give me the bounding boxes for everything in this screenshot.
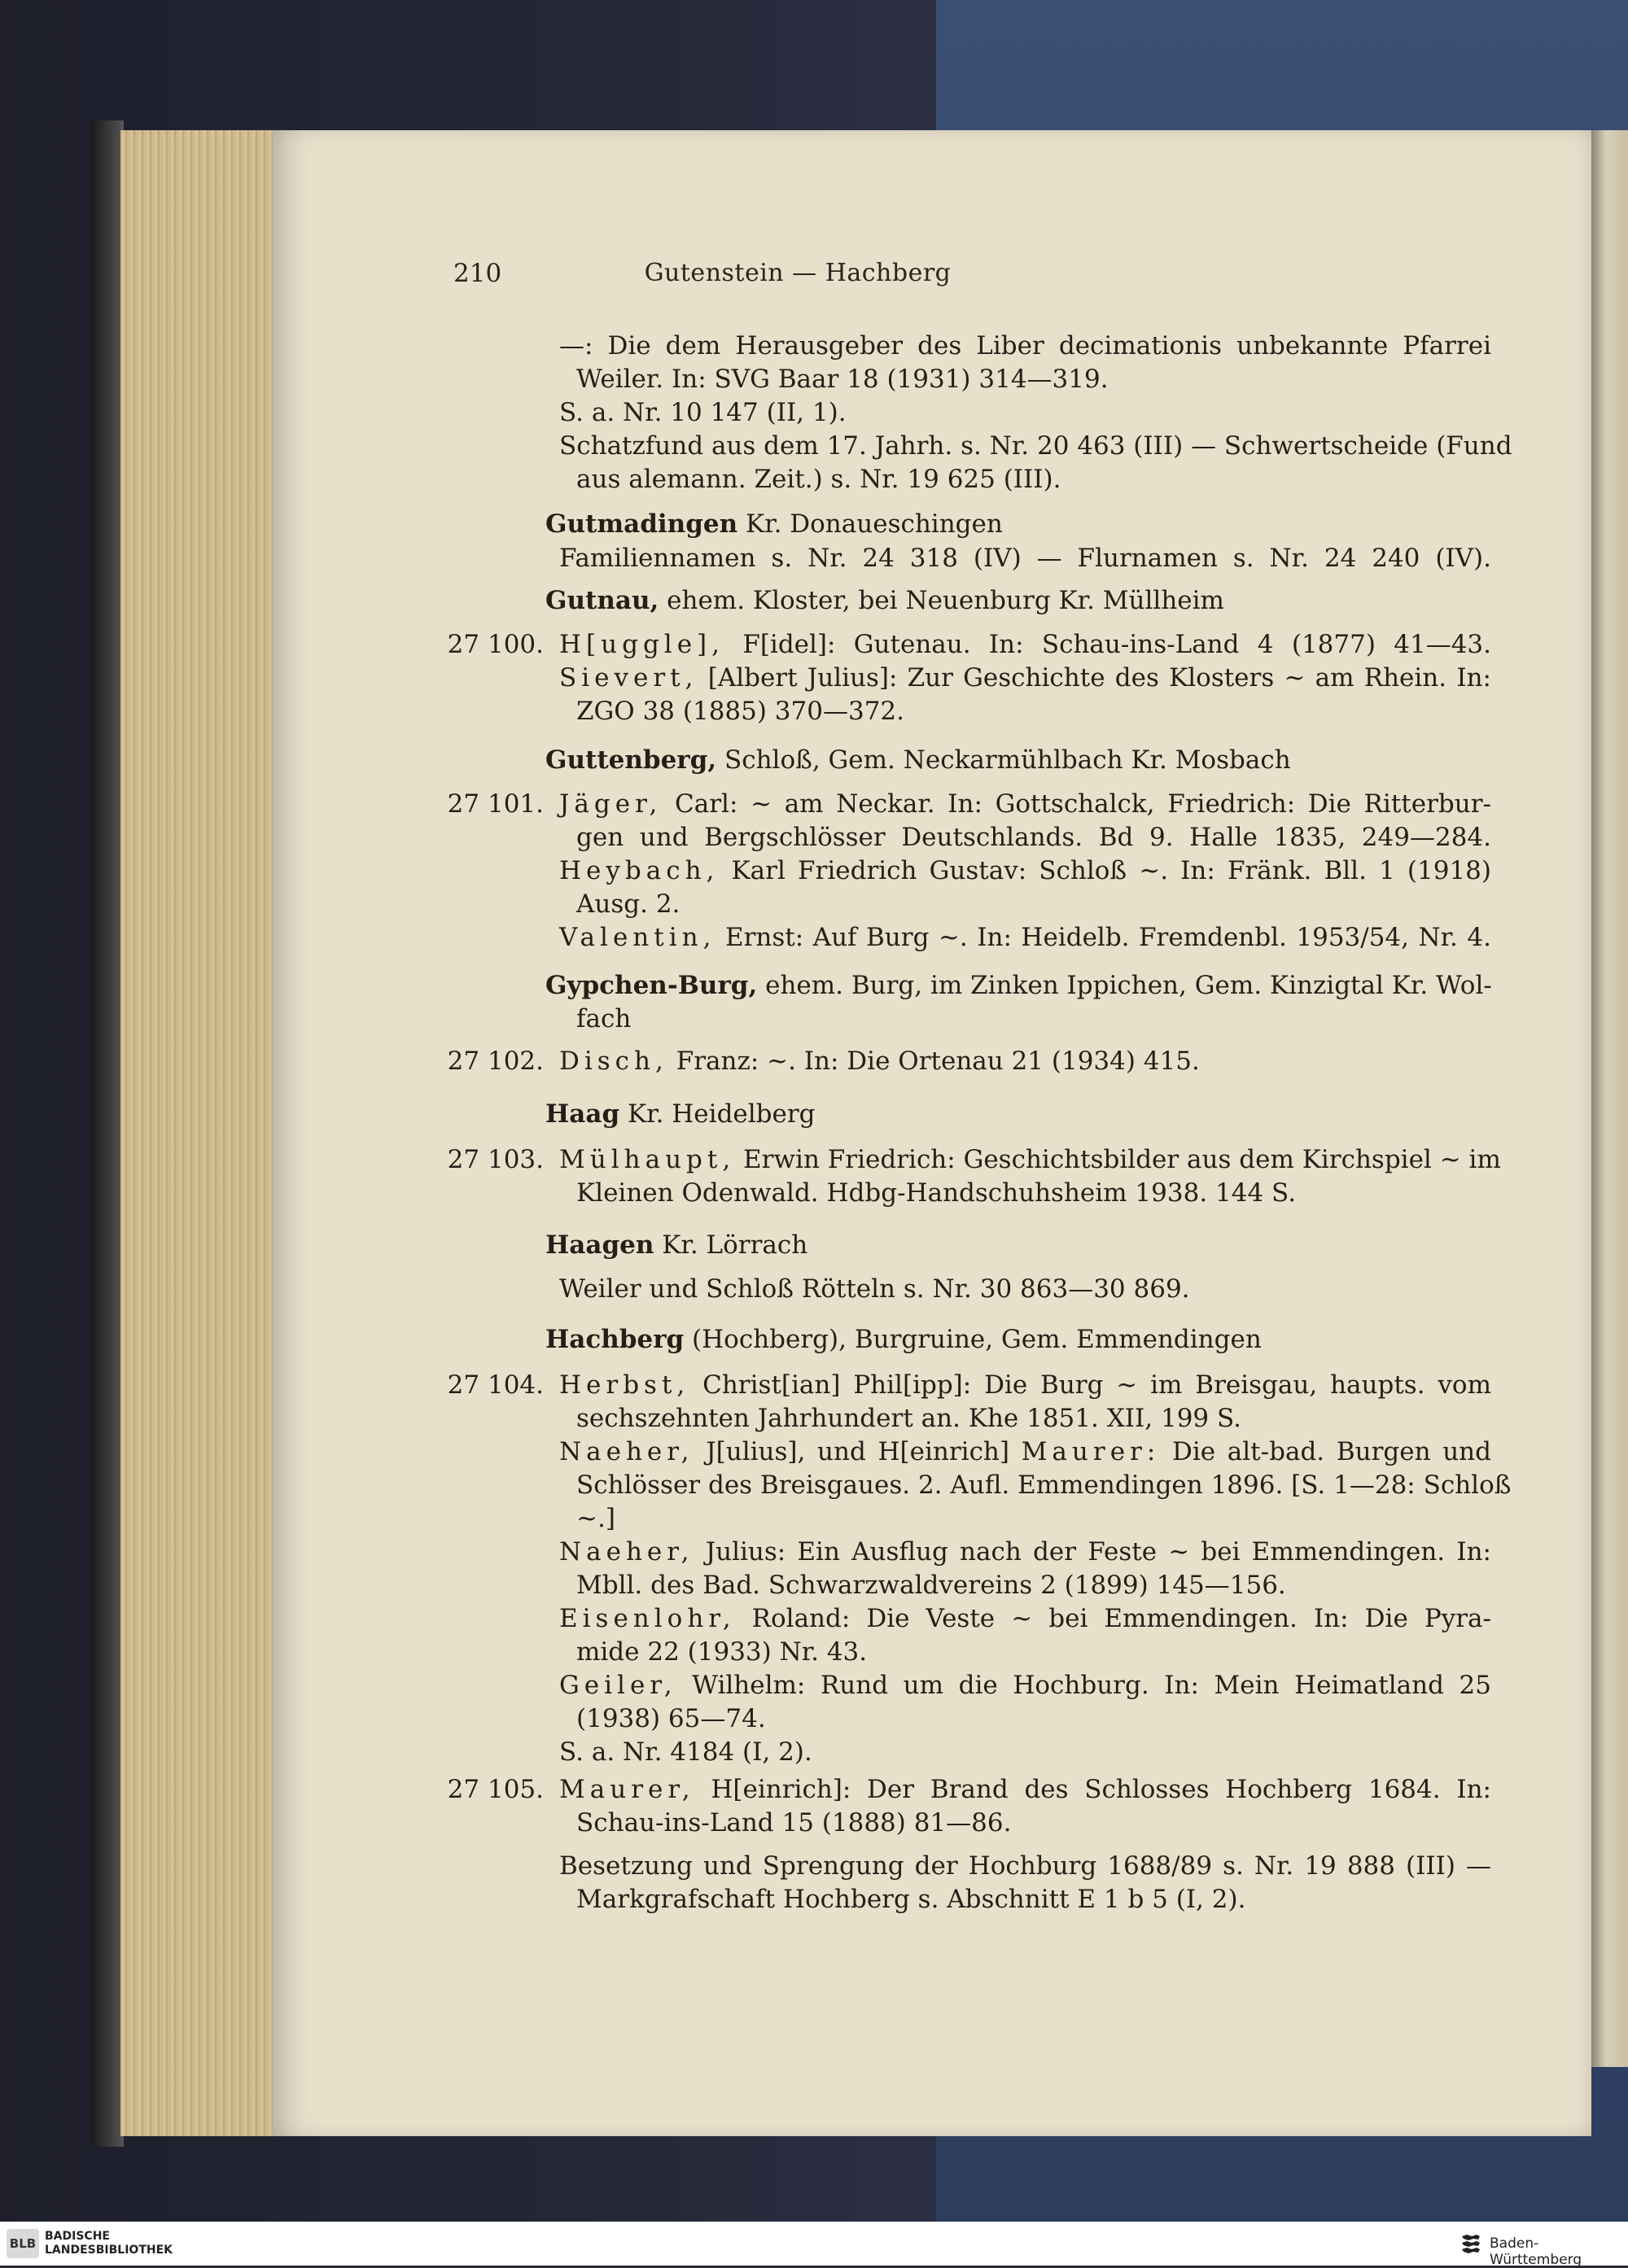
entry-number: 27 103. xyxy=(447,1145,544,1174)
place-name: Haag xyxy=(545,1099,620,1129)
place-heading xyxy=(545,1322,1262,1357)
entry-text: Julius: Ein Ausflug nach der Feste ~ bei Emmendingen. In: xyxy=(694,1537,1491,1567)
place-heading xyxy=(545,1097,816,1131)
author-name: Valentin, xyxy=(559,923,716,952)
text-line xyxy=(559,1044,1200,1078)
place-name: Guttenberg, xyxy=(545,745,717,775)
entry-text: H[einrich]: Der Brand des Schlosses Hochberg 1684. In: xyxy=(694,1775,1491,1804)
entry-number: 27 100. xyxy=(447,630,544,659)
place-detail: Kr. Lörrach xyxy=(654,1230,808,1260)
place-detail: Schloß, Gem. Neckarmühlbach Kr. Mosbach xyxy=(716,745,1291,775)
entry-text: Roland: Die Veste ~ bei Emmendingen. In: Die Pyra- xyxy=(735,1604,1491,1633)
text-line xyxy=(559,920,1491,955)
text-line: Familiennamen s. Nr. 24 318 (IV) — Flurnamen s. Nr. 24 240 (IV). xyxy=(559,544,1491,573)
place-detail: Kr. Heidelberg xyxy=(619,1099,816,1129)
author-name: Jäger, xyxy=(559,789,663,819)
author-name: Disch, xyxy=(559,1047,668,1076)
entry-text: Karl Friedrich Gustav: Schloß ~. In: Fränk. Bll. 1 (1918) xyxy=(719,856,1491,885)
text-line: (1938) 65—74. xyxy=(576,1704,766,1733)
text-line: Weiler. In: SVG Baar 18 (1931) 314—319. xyxy=(576,365,1109,394)
page-content xyxy=(273,130,1591,2136)
place-heading xyxy=(545,583,1224,618)
place-detail: ehem. Burg, im Zinken Ippichen, Gem. Kinzigtal Kr. Wol- xyxy=(757,971,1492,1000)
place-detail: (Hochberg), Burgruine, Gem. Emmendingen xyxy=(684,1325,1262,1354)
text-line: Ausg. 2. xyxy=(576,889,681,919)
entry-text: Christ[ian] Phil[ipp]: Die Burg ~ im Breisgau, haupts. vom xyxy=(689,1370,1491,1400)
entry-number: 27 105. xyxy=(447,1775,544,1804)
text-line xyxy=(559,787,1491,821)
baden-wuerttemberg-crest-icon xyxy=(1459,2231,1483,2256)
book-page-stack xyxy=(120,130,277,2136)
entry-text: F[idel]: Gutenau. In: Schau-ins-Land 4 (1877) 41—43. xyxy=(724,630,1491,659)
author-name: Sievert, xyxy=(559,663,698,693)
entry-text: Erwin Friedrich: Geschichtsbilder aus dem Kirchspiel ~ im xyxy=(735,1145,1501,1174)
text-line: Mbll. des Bad. Schwarzwaldvereins 2 (1899) 145—156. xyxy=(576,1571,1286,1600)
place-name: Haagen xyxy=(545,1230,654,1260)
page-number: 210 xyxy=(453,259,502,288)
entry-text: Carl: ~ am Neckar. In: Gottschalck, Friedrich: Die Ritterbur- xyxy=(662,789,1491,819)
place-heading xyxy=(545,968,1491,1003)
text-line: fach xyxy=(576,1004,632,1033)
place-name: Gutnau, xyxy=(545,586,659,615)
text-line: mide 22 (1933) Nr. 43. xyxy=(576,1637,868,1667)
place-heading xyxy=(545,1228,807,1262)
place-heading xyxy=(545,743,1291,777)
text-line: Markgrafschaft Hochberg s. Abschnitt E 1 b 5 (I, 2). xyxy=(576,1885,1246,1914)
text-line xyxy=(559,1668,1491,1702)
text-line: Schlösser des Breisgaues. 2. Aufl. Emmendingen 1896. [S. 1—28: Schloß xyxy=(576,1470,1512,1500)
author-name: Maurer: xyxy=(1021,1437,1161,1466)
entry-text: Ernst: Auf Burg ~. In: Heidelb. Fremdenbl. 1953/54, Nr. 4. xyxy=(716,923,1491,952)
text-line: S. a. Nr. 4184 (I, 2). xyxy=(559,1737,812,1767)
book-page xyxy=(273,130,1591,2136)
text-line: Kleinen Odenwald. Hdbg-Handschuhsheim 1938. 144 S. xyxy=(576,1178,1297,1208)
author-name: Mülhaupt, xyxy=(559,1145,736,1174)
author-name: Maurer, xyxy=(559,1775,695,1804)
text-line xyxy=(559,1368,1491,1402)
text-line: Schatzfund aus dem 17. Jahrh. s. Nr. 20 463 (III) — Schwertscheide (Fund xyxy=(559,431,1512,461)
place-heading xyxy=(545,507,1003,541)
author-name: Naeher, xyxy=(559,1537,694,1567)
text-line: ZGO 38 (1885) 370—372. xyxy=(576,697,904,726)
entry-text: Wilhelm: Rund um die Hochburg. In: Mein Heimatland 25 xyxy=(676,1671,1491,1700)
place-detail: ehem. Kloster, bei Neuenburg Kr. Müllheim xyxy=(659,586,1224,615)
book-edge-shadow xyxy=(91,120,124,2147)
author-name: Naeher, xyxy=(559,1437,694,1466)
entry-number: 27 104. xyxy=(447,1370,544,1400)
entry-text: Die alt-bad. Burgen und xyxy=(1160,1437,1491,1466)
author-name: Herbst, xyxy=(559,1370,690,1400)
text-line: S. a. Nr. 10 147 (II, 1). xyxy=(559,398,847,427)
text-line xyxy=(559,854,1491,888)
library-name xyxy=(45,2230,173,2257)
blb-logo: BLB xyxy=(7,2229,39,2258)
place-detail: Kr. Donaueschingen xyxy=(737,509,1003,539)
entry-text: J[ulius], und H[einrich] xyxy=(694,1437,1022,1466)
text-line: sechszehnten Jahrhundert an. Khe 1851. XII, 199 S. xyxy=(576,1404,1241,1433)
text-line: —: Die dem Herausgeber des Liber decimationis unbekannte Pfarrei xyxy=(559,331,1491,361)
text-line: ~.] xyxy=(576,1504,615,1533)
text-line xyxy=(559,1143,1501,1177)
footer-bar xyxy=(0,2222,1628,2266)
entry-text: [Albert Julius]: Zur Geschichte des Klosters ~ am Rhein. In: xyxy=(698,663,1491,693)
text-line xyxy=(559,1435,1491,1469)
author-name: Geiler, xyxy=(559,1671,677,1700)
text-line: gen und Bergschlösser Deutschlands. Bd 9. Halle 1835, 249—284. xyxy=(576,823,1491,852)
text-line xyxy=(559,1602,1491,1636)
author-name: Heybach, xyxy=(559,856,720,885)
author-name: Eisenlohr, xyxy=(559,1604,736,1633)
library-name-line1: BADISCHE xyxy=(45,2230,110,2243)
entry-number: 27 102. xyxy=(447,1047,544,1076)
facing-page-edge xyxy=(1591,130,1628,2067)
text-line: Besetzung und Sprengung der Hochburg 1688/89 s. Nr. 19 888 (III) — xyxy=(559,1851,1491,1881)
running-head: Gutenstein — Hachberg xyxy=(644,259,952,287)
text-line xyxy=(559,1535,1491,1569)
state-brand: Baden-Württemberg xyxy=(1490,2235,1582,2268)
entry-text: Franz: ~. In: Die Ortenau 21 (1934) 415. xyxy=(667,1047,1200,1076)
text-line xyxy=(559,627,1491,662)
place-name: Gypchen-Burg, xyxy=(545,971,758,1000)
place-name: Gutmadingen xyxy=(545,509,738,539)
entry-number: 27 101. xyxy=(447,789,544,819)
author-name: H[uggle], xyxy=(559,630,724,659)
library-name-line2: LANDESBIBLIOTHEK xyxy=(45,2244,173,2257)
place-name: Hachberg xyxy=(545,1325,685,1354)
text-line: Schau-ins-Land 15 (1888) 81—86. xyxy=(576,1808,1012,1838)
text-line: aus alemann. Zeit.) s. Nr. 19 625 (III). xyxy=(576,465,1061,494)
text-line xyxy=(559,1772,1491,1807)
text-line: Weiler und Schloß Rötteln s. Nr. 30 863—30 869. xyxy=(559,1274,1190,1304)
text-line xyxy=(559,661,1491,695)
